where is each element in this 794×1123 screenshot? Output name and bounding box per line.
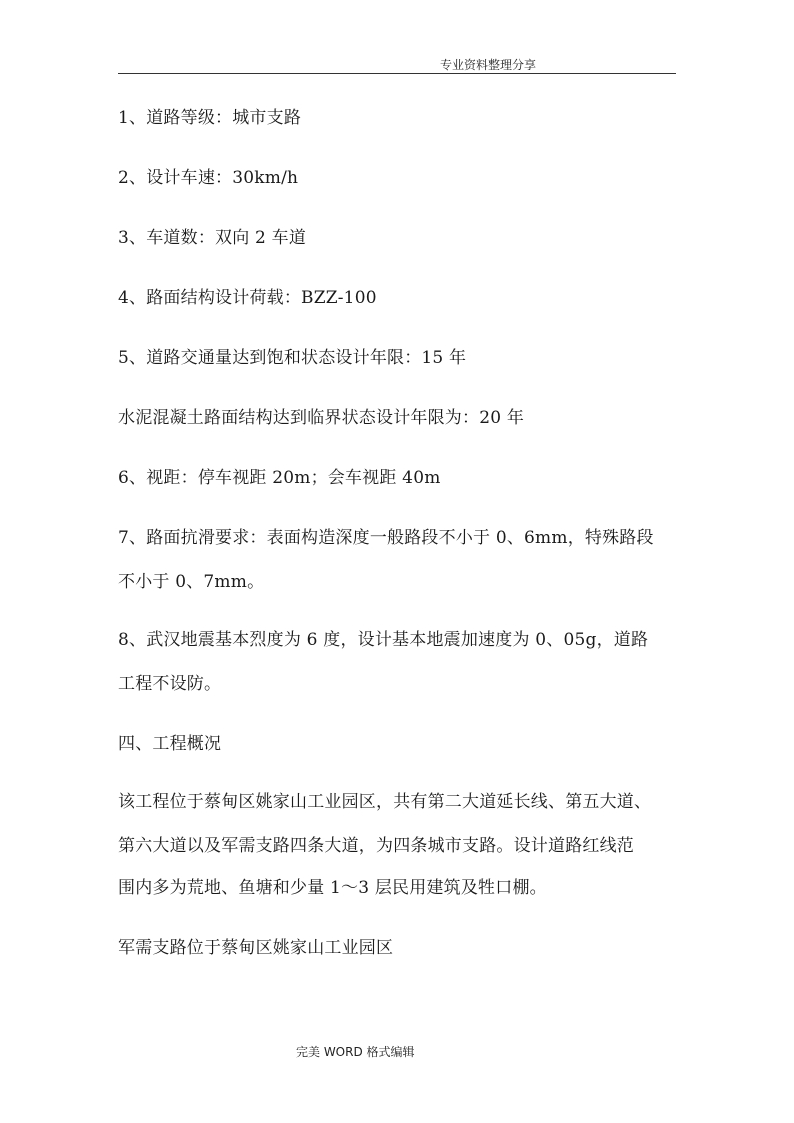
overview-junxu-road: 军需支路位于蔡甸区姚家山工业园区 [118,938,394,958]
spec-pavement-load: 4、路面结构设计荷载：BZZ-100 [118,288,377,308]
spec-skid-resistance-line2: 不小于 0、7mm。 [118,572,265,592]
spec-skid-resistance-line1: 7、路面抗滑要求：表面构造深度一般路段不小于 0、6mm，特殊路段 [118,528,654,548]
overview-paragraph-line1: 该工程位于蔡甸区姚家山工业园区，共有第二大道延长线、第五大道、 [118,792,652,812]
spec-concrete-design-life: 水泥混凝土路面结构达到临界状态设计年限为：20 年 [118,408,525,428]
section-heading-project-overview: 四、工程概况 [118,734,222,754]
spec-sight-distance: 6、视距：停车视距 20m；会车视距 40m [118,468,441,488]
spec-lanes: 3、车道数：双向 2 车道 [118,228,307,248]
spec-seismic-line2: 工程不设防。 [118,674,222,694]
spec-saturation-design-life: 5、道路交通量达到饱和状态设计年限：15 年 [118,348,467,368]
spec-seismic-line1: 8、武汉地震基本烈度为 6 度，设计基本地震加速度为 0、05g，道路 [118,630,649,650]
spec-design-speed: 2、设计车速：30km/h [118,168,299,188]
page-footer: 完美 WORD 格式编辑 [296,1045,415,1059]
overview-paragraph-line2: 第六大道以及军需支路四条大道，为四条城市支路。设计道路红线范 [118,836,634,856]
overview-paragraph-line3: 围内多为荒地、鱼塘和少量 1～3 层民用建筑及牲口棚。 [118,878,547,898]
spec-road-grade: 1、道路等级：城市支路 [118,108,302,128]
header-divider [118,73,676,74]
page-header: 专业资料整理分享 [440,58,537,72]
